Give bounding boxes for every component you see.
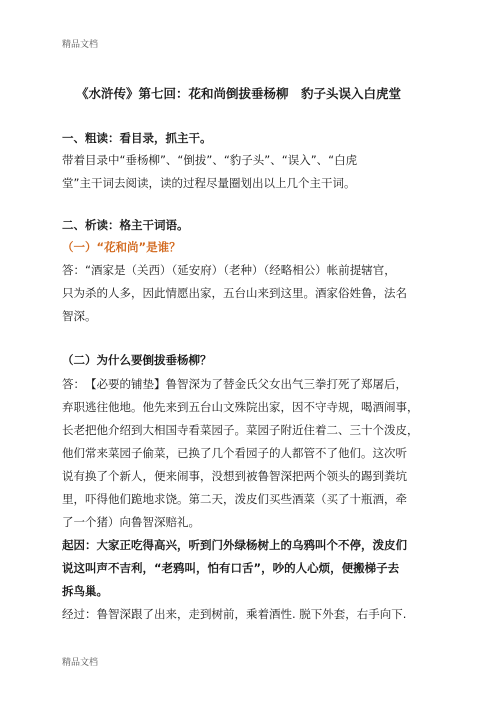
page-header: 精品文档 bbox=[62, 40, 99, 50]
cause-line: 拆鸟巢。 bbox=[62, 584, 108, 598]
answer2-line: 说有换了个新人，便来闹事，没想到被鲁智深把两个领头的踢到粪坑 bbox=[62, 469, 407, 483]
answer2-line: 了一个猪）向鲁智深赔礼。 bbox=[62, 515, 200, 529]
answer2-line: 里，吓得他们跪地求饶。第二天，泼皮们买些酒菜（买了十瓶酒，牵 bbox=[62, 492, 407, 506]
answer2-line: 弃职逃往他地。他先来到五台山文殊院出家，因不守寺规，喝酒闹事， bbox=[62, 400, 419, 414]
answer1-line: 只为杀的人多，因此情愿出家，五台山来到这里。酒家俗姓鲁，法名 bbox=[62, 286, 407, 300]
answer2-line: 答： 【必要的铺垫】鲁智深为了替金氏父女出气三拳打死了郑屠后， bbox=[62, 377, 407, 391]
cause-line: 说这叫声不吉利，“老鸦叫，怕有口舌”，吵的人心烦，便搬梯子去 bbox=[62, 561, 400, 575]
question1-heading: （一）“花和尚”是谁？ bbox=[62, 240, 181, 254]
answer1-line: 答：“酒家是（关西）（延安府）（老种）（经略相公）帐前提辖官， bbox=[62, 263, 396, 277]
process-line: 经过：鲁智深跟了出来，走到树前，乘着酒性. 脱下外套，右手向下. bbox=[62, 607, 407, 621]
section2-heading: 二、析读：格主干词语。 bbox=[62, 218, 189, 232]
page-footer: 精品文档 bbox=[62, 658, 99, 668]
answer2-line: 他们常来菜园子偷菜，已换了几个看园子的人都管不了他们。这次听 bbox=[62, 446, 407, 460]
section1-heading: 一、粗读：看目录，抓主干。 bbox=[62, 131, 212, 145]
answer1-line: 智深。 bbox=[62, 309, 97, 323]
section1-line: 堂”主干词去阅读，读的过程尽量圈划出以上几个主干词。 bbox=[62, 176, 356, 190]
cause-line: 起因：大家正吃得高兴，听到门外绿杨树上的乌鸦叫个不停，泼皮们 bbox=[62, 538, 407, 552]
chapter-title: 《水浒传》第七回：花和尚倒拔垂杨柳 豹子头误入白虎堂 bbox=[76, 86, 402, 101]
answer2-line: 长老把他介绍到大相国寺看菜园子。菜园子附近住着二、三十个泼皮， bbox=[62, 423, 419, 437]
question2-heading: （二）为什么要倒拔垂杨柳？ bbox=[62, 353, 212, 367]
section1-line: 带着目录中“垂杨柳”、“倒拔”、“豹子头”、“误入”、“白虎 bbox=[62, 153, 358, 167]
